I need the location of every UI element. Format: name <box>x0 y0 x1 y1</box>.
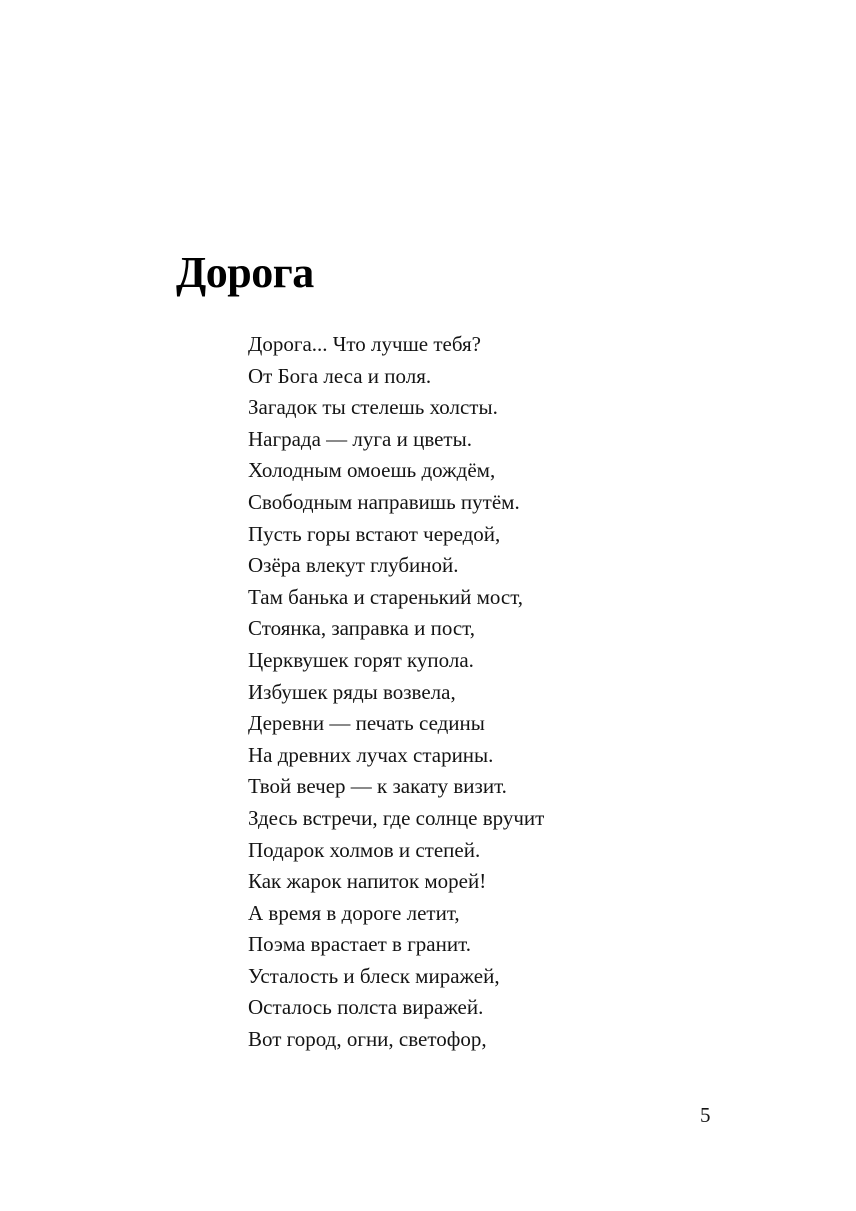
poem-body <box>248 329 544 1056</box>
poem-line: Свободным направишь путём. <box>248 489 520 514</box>
poem-line: Стоянка, заправка и пост, <box>248 616 476 641</box>
poem-line: Здесь встречи, где солнце вручит <box>248 805 545 830</box>
poem-line: От Бога леса и поля. <box>248 363 432 388</box>
page-number: 5 <box>700 1103 711 1127</box>
poem-line: Осталось полста виражей. <box>248 995 484 1020</box>
poem-line: Избушек ряды возвела, <box>248 679 456 704</box>
poem-line: Твой вечер — к закату визит. <box>248 774 507 799</box>
poem-line: Церквушек горят купола. <box>248 647 474 672</box>
poem-line: Поэма врастает в гранит. <box>248 932 471 957</box>
poem-line: А время в дороге летит, <box>248 900 460 925</box>
poem-line: Вот город, огни, светофор, <box>248 1027 487 1052</box>
poem-line: На древних лучах старины. <box>248 742 494 767</box>
poem-line: Там банька и старенький мост, <box>248 584 524 609</box>
poem-line: Холодным омоешь дождём, <box>248 458 496 483</box>
poem-line: Награда — луга и цветы. <box>248 426 472 451</box>
poem-title: Дорога <box>176 248 314 297</box>
poem-line: Деревни — печать седины <box>248 711 485 736</box>
poem-line: Озёра влекут глубиной. <box>248 553 459 578</box>
poem-line: Подарок холмов и степей. <box>248 837 481 862</box>
poem-line: Усталость и блеск миражей, <box>248 963 500 988</box>
poem-line: Загадок ты стелешь холсты. <box>248 395 498 420</box>
poem-line: Дорога... Что лучше тебя? <box>248 332 481 356</box>
poem-line: Как жарок напиток морей! <box>248 869 487 894</box>
poem-line: Пусть горы встают чередой, <box>248 521 501 546</box>
